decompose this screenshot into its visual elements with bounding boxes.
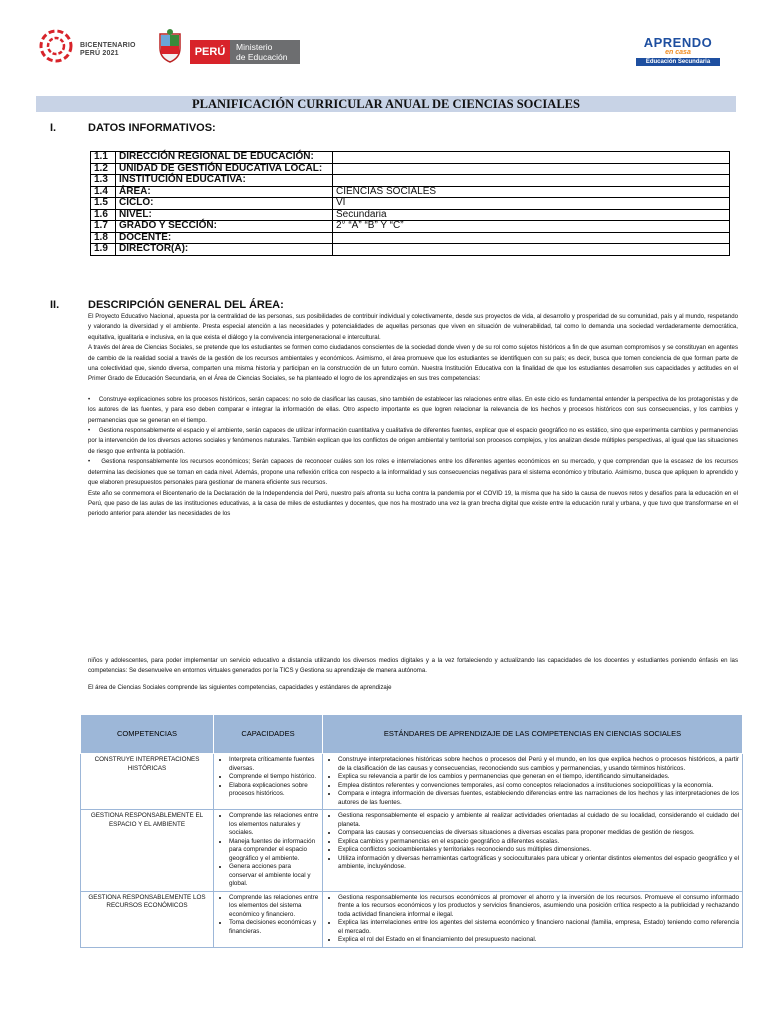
datos-number: 1.7 bbox=[91, 221, 116, 233]
datos-label: DIRECTOR(A): bbox=[116, 244, 333, 256]
datos-value bbox=[333, 232, 730, 244]
datos-row bbox=[91, 152, 730, 164]
estandar-item: • Emplea distintos referentes y convenciones temporales, así como conceptos relacionados a instituciones sociopolíticas y la economía. bbox=[338, 782, 739, 791]
estandar-item: • Gestiona responsablemente los recursos económicos al promover el ahorro y la inversión de los recursos. Promueve el consumo informado frente a los recursos económicos y los productos y servicios financieros, asumiendo una posición crítica respecto a la publicidad y rechazando toda actividad financiera informal e ilegal. bbox=[338, 894, 739, 920]
datos-number: 1.3 bbox=[91, 175, 116, 187]
aprendo-en-casa-logo: APRENDO en casa Educación Secundaria bbox=[636, 36, 720, 66]
peru-logo: PERÚ bbox=[190, 40, 230, 64]
header-competencias: COMPETENCIAS bbox=[81, 715, 214, 754]
capacidades-cell bbox=[214, 754, 323, 810]
datos-label: ÁREA: bbox=[116, 186, 333, 198]
section-1-title: DATOS INFORMATIVOS: bbox=[88, 122, 216, 134]
datos-informativos-table bbox=[90, 151, 730, 256]
datos-row bbox=[91, 175, 730, 187]
datos-value: CIENCIAS SOCIALES bbox=[333, 186, 730, 198]
document-title: PLANIFICACIÓN CURRICULAR ANUAL DE CIENCIAS SOCIALES bbox=[36, 96, 736, 112]
competencia-row bbox=[81, 810, 743, 892]
description-bullet: • Gestiona responsablemente los recursos económicos; Serán capaces de reconocer cuáles son los roles e interrelaciones entre los diferentes agentes económicos en su mercado, y que comprendan que la escasez de los recursos determina las decisiones que se toman en cada nivel. Además, propone una reflexión crítica con respecto a la informalidad y sus consecuencias negativas para el sistema económico y tributario. Asimismo, busca que apliquen lo aprendido y que elaboren presupuestos personales para gestionar de manera eficiente sus recursos. bbox=[88, 458, 738, 487]
estandares-cell bbox=[323, 754, 743, 810]
estandar-item: • Explica cambios y permanencias en el espacio geográfico a diferentes escalas. bbox=[338, 838, 739, 847]
estandar-item: • Explica conflictos socioambientales y territoriales reconociendo sus múltiples dimensiones. bbox=[338, 846, 739, 855]
datos-number: 1.1 bbox=[91, 152, 116, 164]
capacidad-item: • Toma decisiones económicas y financieras. bbox=[229, 919, 319, 936]
competencias-intro: El área de Ciencias Sociales comprende las siguientes competencias, capacidades y estándares de aprendizaje bbox=[88, 683, 392, 691]
ministerio-logo: Ministerio de Educación bbox=[230, 40, 300, 64]
datos-value bbox=[333, 163, 730, 175]
estandar-item: • Explica su relevancia a partir de los cambios y permanencias que generan en el tiempo, identificando simultaneidades. bbox=[338, 773, 739, 782]
datos-label: DIRECCIÓN REGIONAL DE EDUCACIÓN: bbox=[116, 152, 333, 164]
datos-label: INSTITUCIÓN EDUCATIVA: bbox=[116, 175, 333, 187]
datos-label: DOCENTE: bbox=[116, 232, 333, 244]
competencia-name: CONSTRUYE INTERPRETACIONES HISTÓRICAS bbox=[81, 754, 214, 810]
capacidad-item: • Comprende las relaciones entre los elementos naturales y sociales. bbox=[229, 812, 319, 838]
description-paragraph: El Proyecto Educativo Nacional, apuesta por la centralidad de las personas, sus posibilidades de contribuir individual y colectivamente, desde sus proyectos de vida, al desarrollo y prosperidad de su comunidad, país y al mundo, respetando y valorando la diversidad y el ambiente. Presta especial atención a las necesidades y potencialidades de aquellas personas que viven en situación de vulnerabilidad, tal como lo demanda una sociedad verdaderamente democrática, equitativa, igualitaria e inclusiva, en la que exista el diálogo y la convivencia intergeneracional e intercultural. bbox=[88, 313, 738, 341]
capacidad-item: • Comprende el tiempo histórico. bbox=[229, 773, 319, 782]
datos-row bbox=[91, 163, 730, 175]
datos-label: CICLO: bbox=[116, 198, 333, 210]
datos-row bbox=[91, 232, 730, 244]
bicentenario-text: BICENTENARIO PERÚ 2021 bbox=[80, 42, 136, 57]
peru-shield-icon bbox=[156, 28, 184, 64]
datos-label: GRADO Y SECCIÓN: bbox=[116, 221, 333, 233]
competencia-name: GESTIONA RESPONSABLEMENTE LOS RECURSOS ECONÓMICOS bbox=[81, 891, 214, 947]
datos-number: 1.5 bbox=[91, 198, 116, 210]
datos-value: VI bbox=[333, 198, 730, 210]
section-2-title: DESCRIPCIÓN GENERAL DEL ÁREA: bbox=[88, 299, 284, 311]
datos-row bbox=[91, 186, 730, 198]
datos-value bbox=[333, 175, 730, 187]
competencia-name: GESTIONA RESPONSABLEMENTE EL ESPACIO Y EL AMBIENTE bbox=[81, 810, 214, 892]
capacidad-item: • Interpreta críticamente fuentes diversas. bbox=[229, 756, 319, 773]
estandar-item: • Utiliza información y diversas herramientas cartográficas y socioculturales para ubicar y orientar distintos elementos del espacio geográfico y el ambiente, incluyéndose. bbox=[338, 855, 739, 872]
estandar-item: • Construye interpretaciones históricas sobre hechos o procesos del Perú y el mundo, en los que explica hechos o procesos históricos, a partir de la clasificación de las causas y consecuencias, reconociendo sus cambios y permanencias, y usando términos históricos. bbox=[338, 756, 739, 773]
header-estandares: ESTÁNDARES DE APRENDIZAJE DE LAS COMPETENCIAS EN CIENCIAS SOCIALES bbox=[323, 715, 743, 754]
datos-label: NIVEL: bbox=[116, 209, 333, 221]
datos-number: 1.9 bbox=[91, 244, 116, 256]
datos-row bbox=[91, 209, 730, 221]
description-paragraph: A través del área de Ciencias Sociales, se pretende que los estudiantes se formen como ciudadanos conscientes de la sociedad donde viven y de su rol como sujetos históricos a fin de que asuman compromisos y se constituyan en agentes de cambio de la realidad social a través de la gestión de los recursos ambientales y económicos. Asimismo, el área promueve que los estudiantes se identifiquen con su país; es decir, busca que tomen conciencia de que forman parte de una colectividad que, siendo diversa, comparten una misma historia y participan en la construcción de un futuro común. Nuestra Institución Educativa con la finalidad de que los estudiantes desarrollen sus capacidades y actitudes en el Primer Grado de Educación Secundaria, en el Área de Ciencias Sociales, se ha planteado el logro de los aprendizajes en sus tres competencias: bbox=[88, 344, 738, 383]
datos-value bbox=[333, 152, 730, 164]
estandar-item: • Gestiona responsablemente el espacio y ambiente al realizar actividades orientadas al cuidado de su localidad, considerando el cuidado del planeta. bbox=[338, 812, 739, 829]
datos-label: UNIDAD DE GESTIÓN EDUCATIVA LOCAL: bbox=[116, 163, 333, 175]
estandar-item: • Explica las interrelaciones entre los agentes del sistema económico y financiero nacional (familia, empresa, Estado) teniendo como referencia el mercado. bbox=[338, 919, 739, 936]
datos-number: 1.8 bbox=[91, 232, 116, 244]
datos-value: 2° “A” “B” Y “C” bbox=[333, 221, 730, 233]
section-1-number: I. bbox=[50, 122, 57, 134]
description-bullet: • Construye explicaciones sobre los procesos históricos, serán capaces: no solo de clasificar las causas, sino también de establecer las relaciones entre ellas. En este ciclo es fundamental entender la perspectiva de los protagonistas y de los autores de las fuentes, y para eso deben comparar e integrar la información de ellas. Otro aspecto importante es que logren relacionar la relevancia de los hechos y procesos históricos con sus consecuencias, y los cambios y permanencias que se generan en el tiempo. bbox=[88, 395, 738, 424]
competencias-table bbox=[80, 714, 743, 948]
capacidad-item: • Genera acciones para conservar el ambiente local y global. bbox=[229, 863, 319, 889]
datos-row bbox=[91, 221, 730, 233]
datos-number: 1.6 bbox=[91, 209, 116, 221]
datos-row bbox=[91, 198, 730, 210]
competencia-row bbox=[81, 891, 743, 947]
datos-value bbox=[333, 244, 730, 256]
estandares-cell bbox=[323, 810, 743, 892]
area-description bbox=[88, 312, 738, 520]
header-capacidades: CAPACIDADES bbox=[214, 715, 323, 754]
section-2-number: II. bbox=[50, 299, 60, 311]
description-closing-continued: niños y adolescentes, para poder implementar un servicio educativo a distancia utilizando los diversos medios digitales y a la vez fortaleciendo y actualizando las capacidades de los docentes y estudiantes poniendo énfasis en las competencias: Se desenvuelve en entornos virtuales generados por la TICS y Gestiona su aprendizaje de manera autónoma. bbox=[88, 657, 738, 675]
description-closing: Este año se conmemora el Bicentenario de la Declaración de la Independencia del Perú, nuestro país afronta su lucha contra la pandemia por el COVID 19, la misma que ha sido la causa de nuevos retos y desafíos para la educación en el Perú, que paso de las aulas de las instituciones educativas, a la casa de miles de estudiantes y docentes, que nos ha mostrado una vez la gran brecha digital que existe entre la educación rural y urbana, y que tuvo que transformarse en el periodo anterior para atender las necesidades de los bbox=[88, 489, 738, 518]
competencia-row bbox=[81, 754, 743, 810]
datos-number: 1.2 bbox=[91, 163, 116, 175]
capacidades-cell bbox=[214, 810, 323, 892]
estandar-item: • Compara e integra información de diversas fuentes, estableciendo diferencias entre las narraciones de los hechos y las interpretaciones de los autores de las fuentes. bbox=[338, 790, 739, 807]
estandares-cell bbox=[323, 891, 743, 947]
description-bullet: • Gestiona responsablemente el espacio y el ambiente, serán capaces de utilizar información cuantitativa y cualitativa de diferentes fuentes, explicar que el espacio geográfico no es estático, sino que experimenta cambios y permanencias por la intervención de los diversos actores sociales y fenómenos naturales. También explican que los conflictos de origen ambiental y territorial son procesos complejos, y los analizan desde múltiples perspectivas, al igual que las situaciones de riesgo que enfrenta la población. bbox=[88, 427, 738, 455]
capacidad-item: • Comprende las relaciones entre los elementos del sistema económico y financiero. bbox=[229, 894, 319, 920]
bicentenario-logo-icon bbox=[38, 28, 74, 64]
area-description-continued bbox=[88, 656, 738, 693]
estandar-item: • Explica el rol del Estado en el financiamiento del presupuesto nacional. bbox=[338, 936, 739, 945]
datos-row bbox=[91, 244, 730, 256]
capacidad-item: • Maneja fuentes de información para comprender el espacio geográfico y el ambiente. bbox=[229, 838, 319, 864]
estandar-item: • Compara las causas y consecuencias de diversas situaciones a diversas escalas para proponer medidas de gestión de riesgos. bbox=[338, 829, 739, 838]
datos-value: Secundaria bbox=[333, 209, 730, 221]
capacidades-cell bbox=[214, 891, 323, 947]
capacidad-item: • Elabora explicaciones sobre procesos históricos. bbox=[229, 782, 319, 799]
datos-number: 1.4 bbox=[91, 186, 116, 198]
